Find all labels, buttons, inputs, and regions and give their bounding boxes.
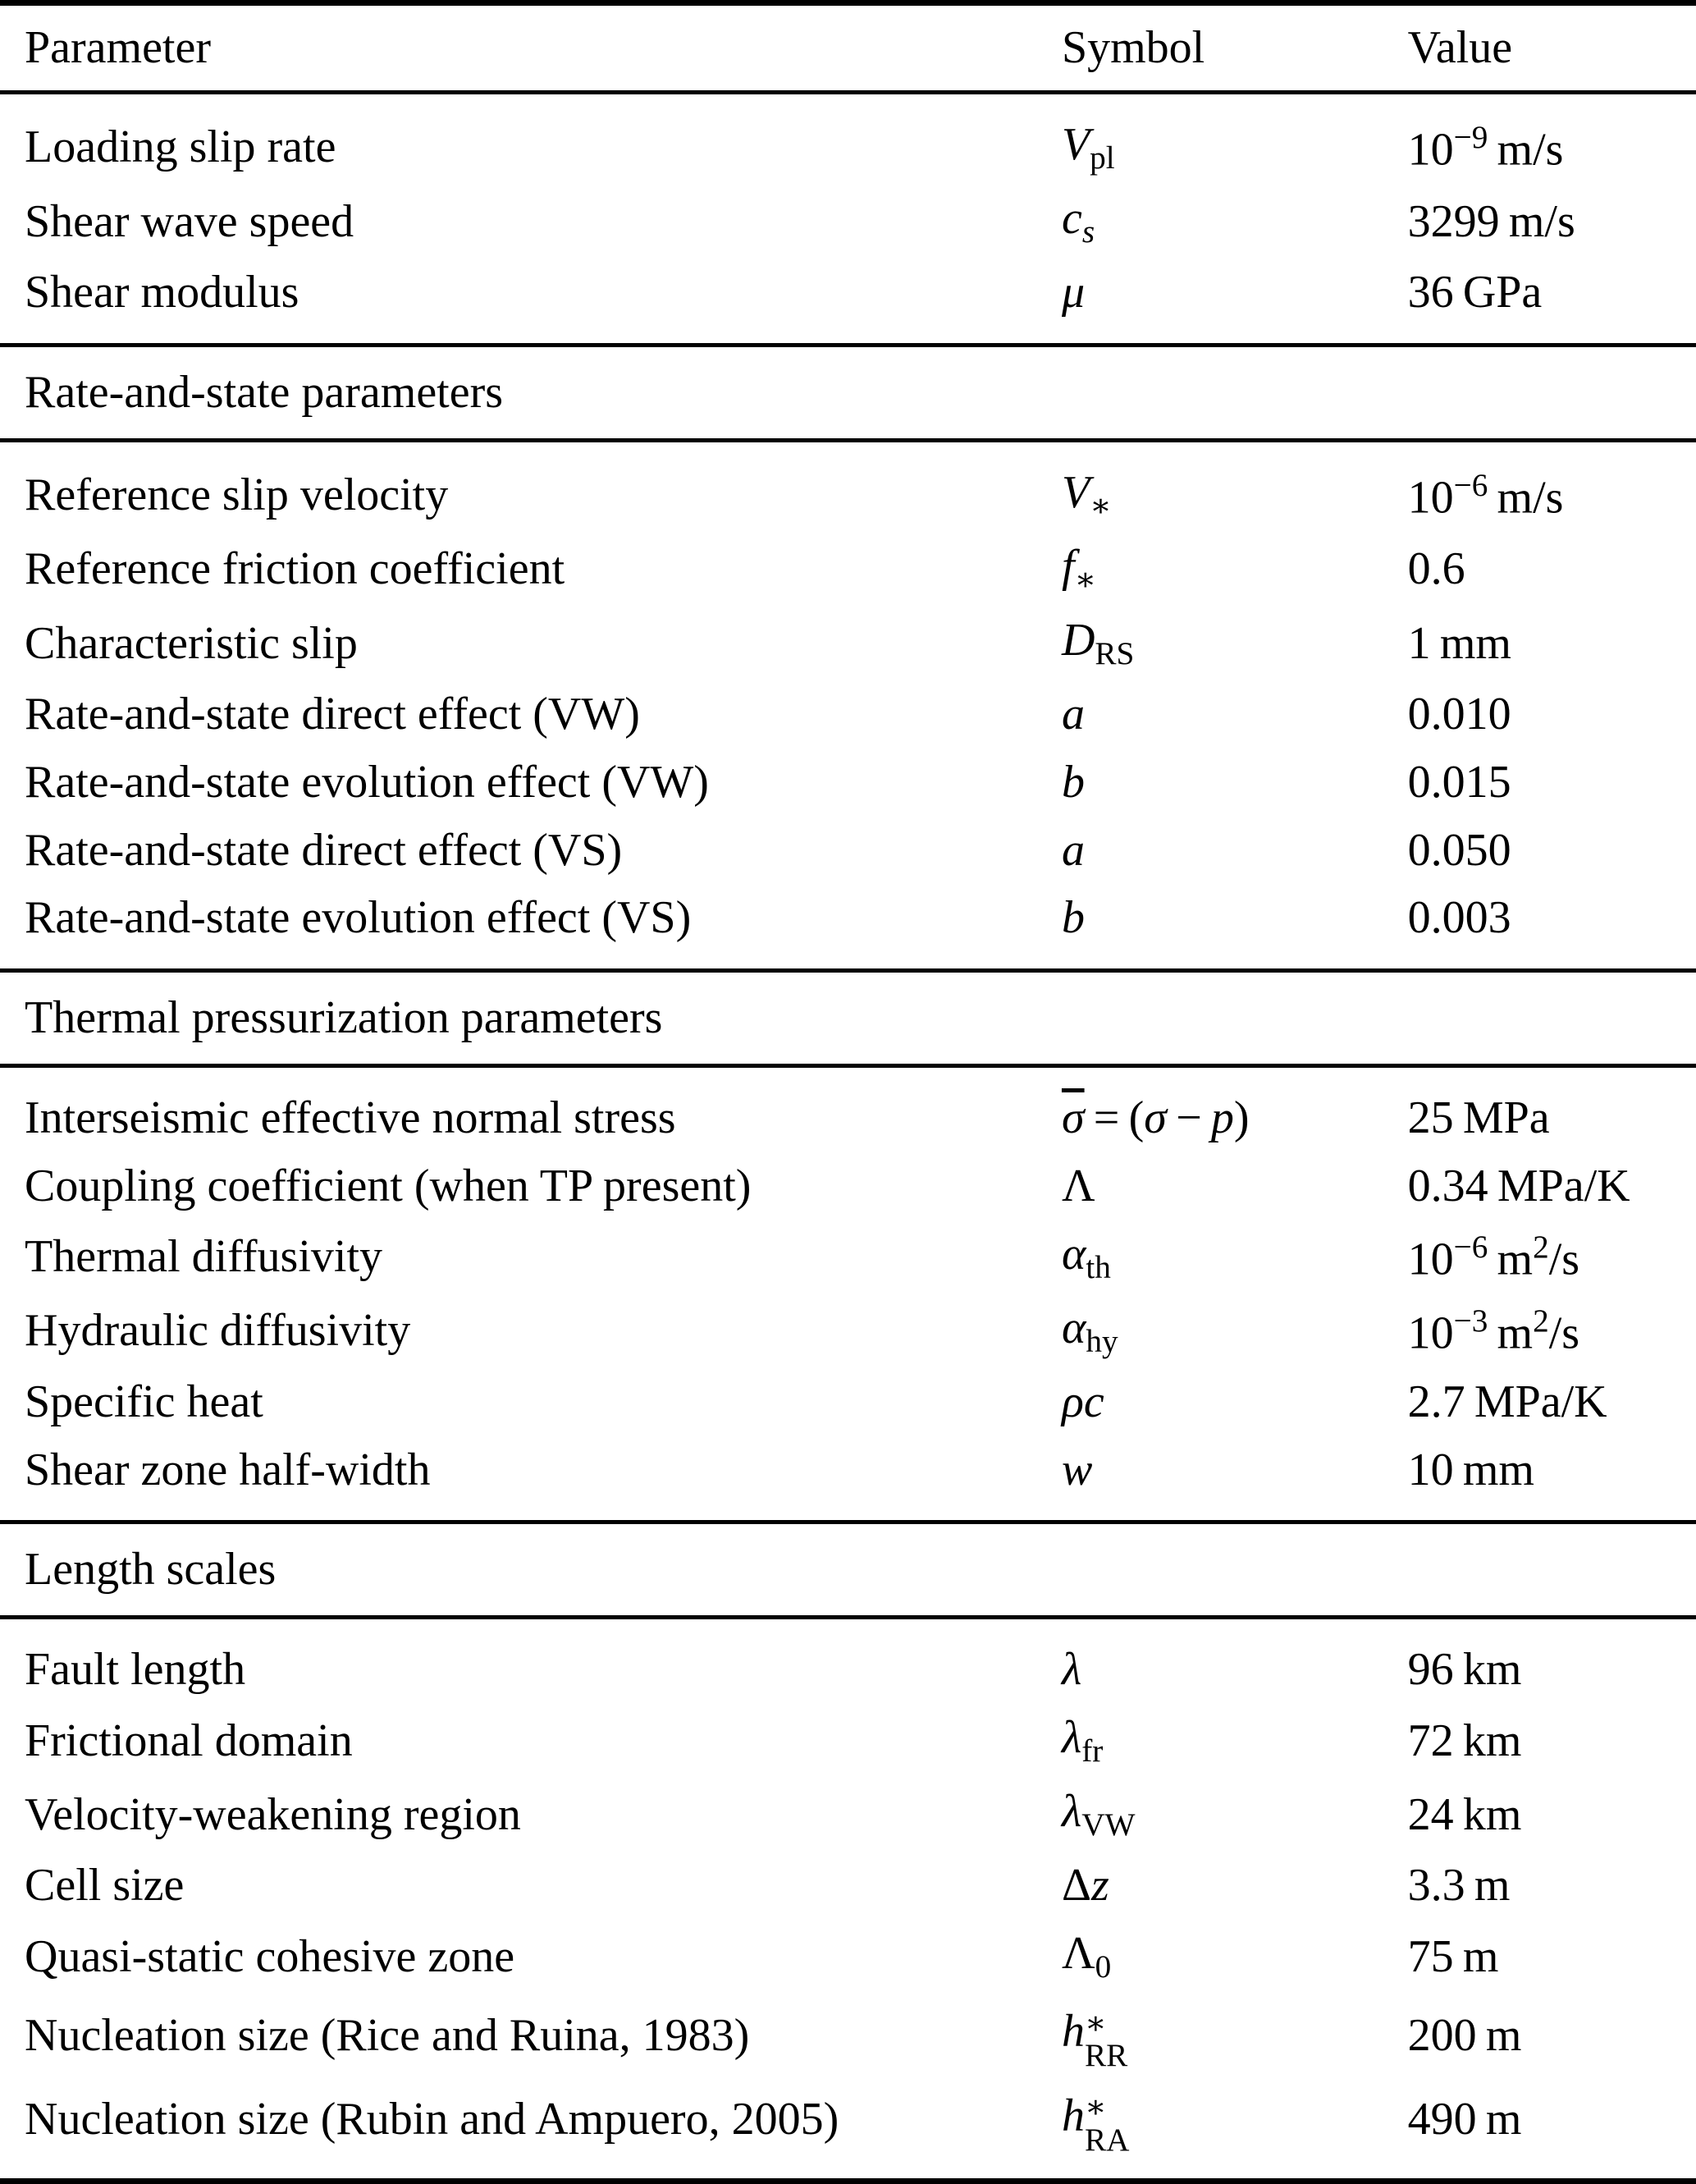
parameter-cell: Rate-and-state direct effect (VW) <box>25 689 640 740</box>
value-cell: 10 mm <box>1407 1444 1534 1495</box>
parameter-cell: Cell size <box>25 1860 185 1912</box>
value-cell: 0.050 <box>1407 824 1511 876</box>
symbol-cell: μ <box>1061 267 1086 318</box>
table-row <box>0 1994 1696 2077</box>
value-cell: 0.003 <box>1407 892 1511 944</box>
table-row <box>0 1852 1696 1920</box>
table-row <box>0 2078 1696 2182</box>
symbol-cell: $\overline{\sigma} = (\sigma - p)$ <box>1061 1092 1250 1143</box>
value-cell: $10^{-6}$ m/s <box>1407 468 1564 524</box>
section-row <box>0 971 1696 1066</box>
parameter-cell: Coupling coefficient (when TP present) <box>25 1160 752 1211</box>
symbol-cell: λfr <box>1061 1712 1104 1769</box>
parameter-cell: Hydraulic diffusivity <box>25 1305 411 1357</box>
table-row <box>0 1436 1696 1522</box>
parameter-cell: Nucleation size (Rubin and Ampuero, 2005) <box>25 2094 839 2145</box>
value-cell: 36 GPa <box>1407 267 1543 318</box>
table-row <box>0 185 1696 259</box>
col-header-symbol: Symbol <box>1062 3 1408 93</box>
parameter-cell: Fault length <box>25 1644 246 1696</box>
table-row <box>0 1152 1696 1220</box>
table-row <box>0 680 1696 749</box>
table-row <box>0 1368 1696 1436</box>
symbol-cell: Λ0 <box>1061 1928 1112 1985</box>
symbol-cell: λ <box>1061 1644 1082 1696</box>
parameter-cell: Shear zone half-width <box>25 1444 431 1495</box>
section-title: Length scales <box>0 1522 1696 1618</box>
symbol-cell: b <box>1061 756 1085 808</box>
value-cell: 490 m <box>1407 2094 1522 2145</box>
table-row <box>0 1618 1696 1704</box>
table-row <box>0 749 1696 817</box>
value-cell: 200 m <box>1407 2010 1522 2061</box>
symbol-cell: w <box>1061 1444 1093 1495</box>
parameter-cell: Frictional domain <box>25 1715 353 1766</box>
parameter-cell: Rate-and-state evolution effect (VS) <box>25 892 692 944</box>
parameter-cell: Nucleation size (Rice and Ruina, 1983) <box>25 2010 750 2061</box>
value-cell: 24 km <box>1407 1788 1522 1840</box>
symbol-cell: DRS <box>1061 614 1135 671</box>
value-cell: 72 km <box>1407 1715 1522 1766</box>
section-title: Rate-and-state parameters <box>0 345 1696 440</box>
parameter-cell: Velocity-weakening region <box>25 1788 521 1840</box>
col-header-parameter: Parameter <box>0 3 1062 93</box>
table-row <box>0 1220 1696 1294</box>
value-cell: 3.3 m <box>1407 1860 1511 1912</box>
value-cell: 0.6 <box>1407 543 1465 595</box>
table-row <box>0 1066 1696 1152</box>
value-cell: $10^{-6}$ $m^2/s$ <box>1407 1229 1580 1285</box>
parameter-cell: Reference friction coefficient <box>25 543 565 595</box>
table-row <box>0 440 1696 533</box>
value-cell: 25 MPa <box>1407 1092 1550 1143</box>
parameter-cell: Specific heat <box>25 1376 263 1427</box>
parameter-cell: Characteristic slip <box>25 617 358 669</box>
symbol-cell: Λ <box>1061 1160 1095 1211</box>
parameter-cell: Reference slip velocity <box>25 469 449 521</box>
table-body <box>0 92 1696 2181</box>
table-row <box>0 1920 1696 1994</box>
symbol-cell: ρc <box>1061 1376 1104 1427</box>
table-row <box>0 817 1696 885</box>
symbol-cell: b <box>1061 892 1085 944</box>
symbol-cell: f∗ <box>1061 540 1097 598</box>
value-cell: 2.7 MPa/K <box>1407 1376 1607 1427</box>
section-row <box>0 345 1696 440</box>
value-cell: 0.34 MPa/K <box>1407 1160 1630 1211</box>
parameter-cell: Quasi-static cohesive zone <box>25 1930 515 1982</box>
table-row <box>0 607 1696 680</box>
symbol-cell: αth <box>1061 1228 1111 1285</box>
value-cell: 96 km <box>1407 1644 1522 1696</box>
parameter-cell: Shear modulus <box>25 267 299 318</box>
symbol-cell: h ∗ RA <box>1061 2090 1130 2158</box>
table-row <box>0 92 1696 185</box>
header-row <box>0 3 1696 93</box>
symbol-cell: h ∗ RR <box>1061 2005 1128 2074</box>
symbol-cell: a <box>1061 824 1085 876</box>
value-cell: 3299 m/s <box>1407 195 1575 247</box>
section-title: Thermal pressurization parameters <box>0 971 1696 1066</box>
table-row <box>0 884 1696 970</box>
value-cell: 0.015 <box>1407 756 1511 808</box>
table-row <box>0 259 1696 345</box>
table-row <box>0 1704 1696 1778</box>
value-cell: 0.010 <box>1407 689 1511 740</box>
parameter-cell: Shear wave speed <box>25 195 354 247</box>
symbol-supsub: ∗ RA <box>1084 2090 1130 2158</box>
symbol-cell: V∗ <box>1061 466 1112 524</box>
value-cell: 1 mm <box>1407 617 1511 669</box>
symbol-cell: Δz <box>1061 1860 1109 1912</box>
parameter-cell: Loading slip rate <box>25 121 336 173</box>
symbol-supsub: ∗ RR <box>1084 2005 1128 2074</box>
table-row <box>0 533 1696 607</box>
parameter-cell: Rate-and-state evolution effect (VW) <box>25 756 709 808</box>
value-cell: 75 m <box>1407 1930 1499 1982</box>
symbol-cell: a <box>1061 689 1085 740</box>
table-row <box>0 1778 1696 1852</box>
parameter-cell: Rate-and-state direct effect (VS) <box>25 824 623 876</box>
col-header-value: Value <box>1408 3 1696 93</box>
table-row <box>0 1294 1696 1368</box>
symbol-cell: αhy <box>1061 1302 1118 1359</box>
parameter-cell: Thermal diffusivity <box>25 1231 382 1283</box>
symbol-cell: λVW <box>1061 1786 1136 1843</box>
symbol-cell: Vpl <box>1061 118 1115 176</box>
value-cell: $10^{-3}$ $m^2/s$ <box>1407 1303 1580 1359</box>
parameter-cell: Interseismic effective normal stress <box>25 1092 676 1143</box>
section-row <box>0 1522 1696 1618</box>
symbol-cell: cs <box>1061 192 1095 250</box>
table-header <box>0 3 1696 93</box>
value-cell: $10^{-9}$ m/s <box>1407 120 1564 176</box>
